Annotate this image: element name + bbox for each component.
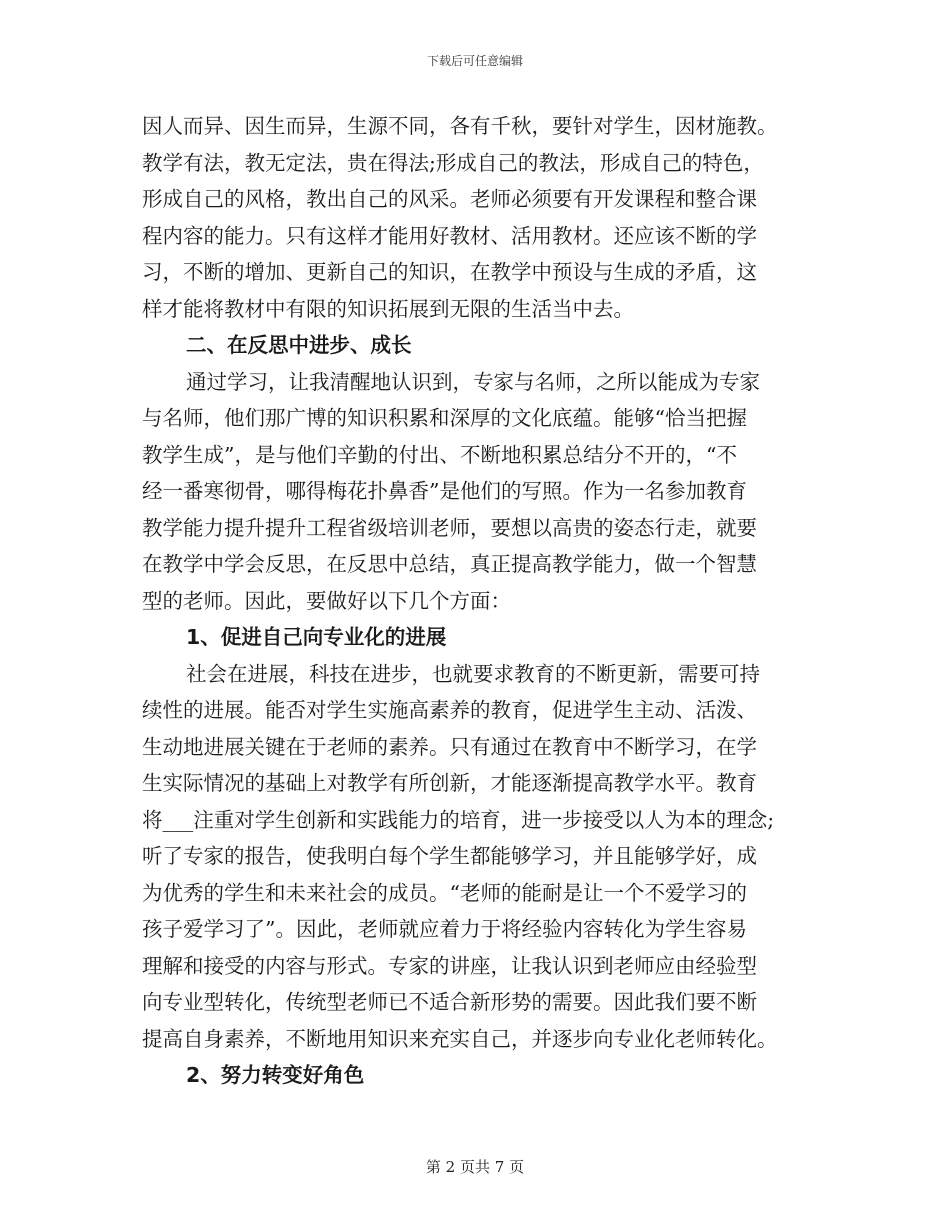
page-header-note: 下载后可任意编辑 <box>426 54 523 68</box>
text-line: 经一番寒彻骨，哪得梅花扑鼻香”是他们的写照。作为一名参加教育 <box>142 479 747 503</box>
text-line: 生实际情况的基础上对教学有所创新，才能逐渐提高教学水平。教育 <box>142 771 757 795</box>
text-line: 与名师，他们那广博的知识积累和深厚的文化底蕴。能够“恰当把握 <box>142 406 747 430</box>
text-line: 续性的进展。能否对学生实施高素养的教育，促进学生主动、活泼、 <box>142 698 757 722</box>
section-heading: 2、努力转变好角色 <box>186 1063 365 1087</box>
text-line: 程内容的能力。只有这样才能用好教材、活用教材。还应该不断的学 <box>142 223 757 248</box>
text-line: 型的老师。因此，要做好以下几个方面： <box>142 588 511 613</box>
text-line: 通过学习，让我清醒地认识到，专家与名师，之所以能成为专家 <box>186 369 760 394</box>
text-line: 教学生成”，是与他们辛勤的付出、不断地积累总结分不开的，“不 <box>142 442 737 467</box>
page-number: 第 2 页共 7 页 <box>425 1158 525 1176</box>
text-line: 生动地进展关键在于老师的素养。只有通过在教育中不断学习，在学 <box>142 734 757 759</box>
text-line: 因人而异、因生而异，生源不同，各有千秋，要针对学生，因材施教。 <box>142 114 778 138</box>
section-heading: 1、促进自己向专业化的进展 <box>186 625 447 649</box>
section-heading: 二、在反思中进步、成长 <box>186 333 412 357</box>
text-line: 形成自己的风格，教出自己的风采。老师必须要有开发课程和整合课 <box>142 187 757 211</box>
text-line: 习，不断的增加、更新自己的知识，在教学中预设与生成的矛盾，这 <box>142 260 757 284</box>
text-line: 社会在进展，科技在进步，也就要求教育的不断更新，需要可持 <box>186 661 760 686</box>
document-body <box>142 108 812 1094</box>
text-line: 将___注重对学生创新和实践能力的培育，进一步接受以人为本的理念; <box>142 807 775 832</box>
text-line: 孩子爱学习了”。因此，老师就应着力于将经验内容转化为学生容易 <box>142 917 747 941</box>
text-line: 理解和接受的内容与形式。专家的讲座，让我认识到老师应由经验型 <box>142 953 757 978</box>
text-line: 为优秀的学生和未来社会的成员。“老师的能耐是让一个不爱学习的 <box>142 880 747 905</box>
text-line: 提高自身素养，不断地用知识来充实自己，并逐步向专业化老师转化。 <box>142 1026 778 1051</box>
text-line: 教学能力提升提升工程省级培训老师，要想以高贵的姿态行走，就要 <box>142 515 757 540</box>
text-line: 样才能将教材中有限的知识拓展到无限的生活当中去。 <box>142 296 634 321</box>
text-line: 教学有法，教无定法，贵在得法;形成自己的教法，形成自己的特色， <box>142 150 764 175</box>
text-line: 向专业型转化，传统型老师已不适合新形势的需要。因此我们要不断 <box>142 990 757 1014</box>
text-line: 听了专家的报告，使我明白每个学生都能够学习，并且能够学好，成 <box>142 844 757 868</box>
text-line: 在教学中学会反思，在反思中总结，真正提高教学能力，做一个智慧 <box>142 552 757 576</box>
